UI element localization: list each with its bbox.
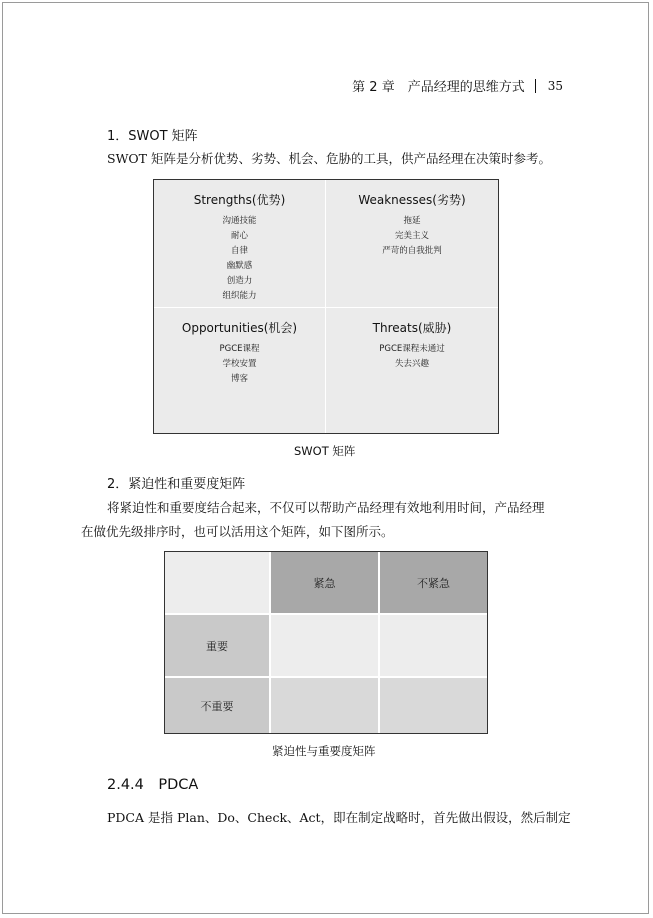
matrix-col-urgent: 紧急 <box>271 552 378 613</box>
swot-strengths-title: Strengths(优势) <box>193 193 286 207</box>
swot-opportunities-title: Opportunities(机会) <box>181 321 298 335</box>
header-separator <box>535 79 536 93</box>
running-header <box>352 76 563 95</box>
swot-item: 博客 <box>230 374 248 384</box>
matrix-corner-cell <box>165 552 269 613</box>
swot-matrix <box>153 179 499 434</box>
swot-item: 沟通技能 <box>222 216 257 226</box>
matrix-cell-important-urgent <box>271 615 378 676</box>
swot-item: 自律 <box>230 246 248 256</box>
matrix-heading: 2．紧迫性和重要度矩阵 <box>107 477 246 492</box>
swot-caption: SWOT 矩阵 <box>294 444 356 458</box>
swot-item: 幽默感 <box>226 261 253 271</box>
chapter-title: 第 2 章 产品经理的思维方式 <box>352 80 525 95</box>
matrix-cell-important-not-urgent <box>380 615 487 676</box>
swot-weaknesses-title: Weaknesses(劣势) <box>358 193 466 207</box>
swot-item: 学校安置 <box>222 359 257 369</box>
swot-strengths <box>154 180 326 308</box>
matrix-cell-not-important-urgent <box>271 678 378 733</box>
matrix-cell-not-important-not-urgent <box>380 678 487 733</box>
swot-threats-title: Threats(威胁) <box>372 321 452 335</box>
matrix-caption: 紧迫性与重要度矩阵 <box>272 744 376 758</box>
swot-item: 严苛的自我批判 <box>382 246 442 256</box>
swot-item: 完美主义 <box>394 231 429 241</box>
matrix-row-not-important: 不重要 <box>165 678 269 733</box>
matrix-col-not-urgent: 不紧急 <box>380 552 487 613</box>
swot-heading: 1．SWOT 矩阵 <box>107 129 198 144</box>
pdca-paragraph: PDCA 是指 Plan、Do、Check、Act，即在制定战略时，首先做出假设，然后制定 <box>107 810 571 825</box>
swot-item: 耐心 <box>230 231 248 241</box>
swot-item: PGCE课程 <box>219 344 260 354</box>
swot-item: 创造力 <box>226 276 253 286</box>
swot-opportunities <box>154 308 326 433</box>
matrix-paragraph-line1: 将紧迫性和重要度结合起来，不仅可以帮助产品经理有效地利用时间，产品经理 <box>107 500 545 515</box>
page-number: 35 <box>547 78 563 93</box>
swot-weaknesses <box>326 180 498 308</box>
swot-item: PGCE课程未通过 <box>379 344 445 354</box>
swot-item: 拖延 <box>403 216 421 226</box>
urgency-importance-matrix <box>164 551 488 734</box>
swot-item: 失去兴趣 <box>394 359 429 369</box>
swot-item: 组织能力 <box>222 291 257 301</box>
matrix-paragraph-line2: 在做优先级排序时，也可以活用这个矩阵，如下图所示。 <box>81 524 394 539</box>
pdca-heading: 2.4.4 PDCA <box>107 777 199 793</box>
matrix-row-important: 重要 <box>165 615 269 676</box>
swot-paragraph: SWOT 矩阵是分析优势、劣势、机会、危胁的工具，供产品经理在决策时参考。 <box>107 151 551 166</box>
swot-threats <box>326 308 498 433</box>
